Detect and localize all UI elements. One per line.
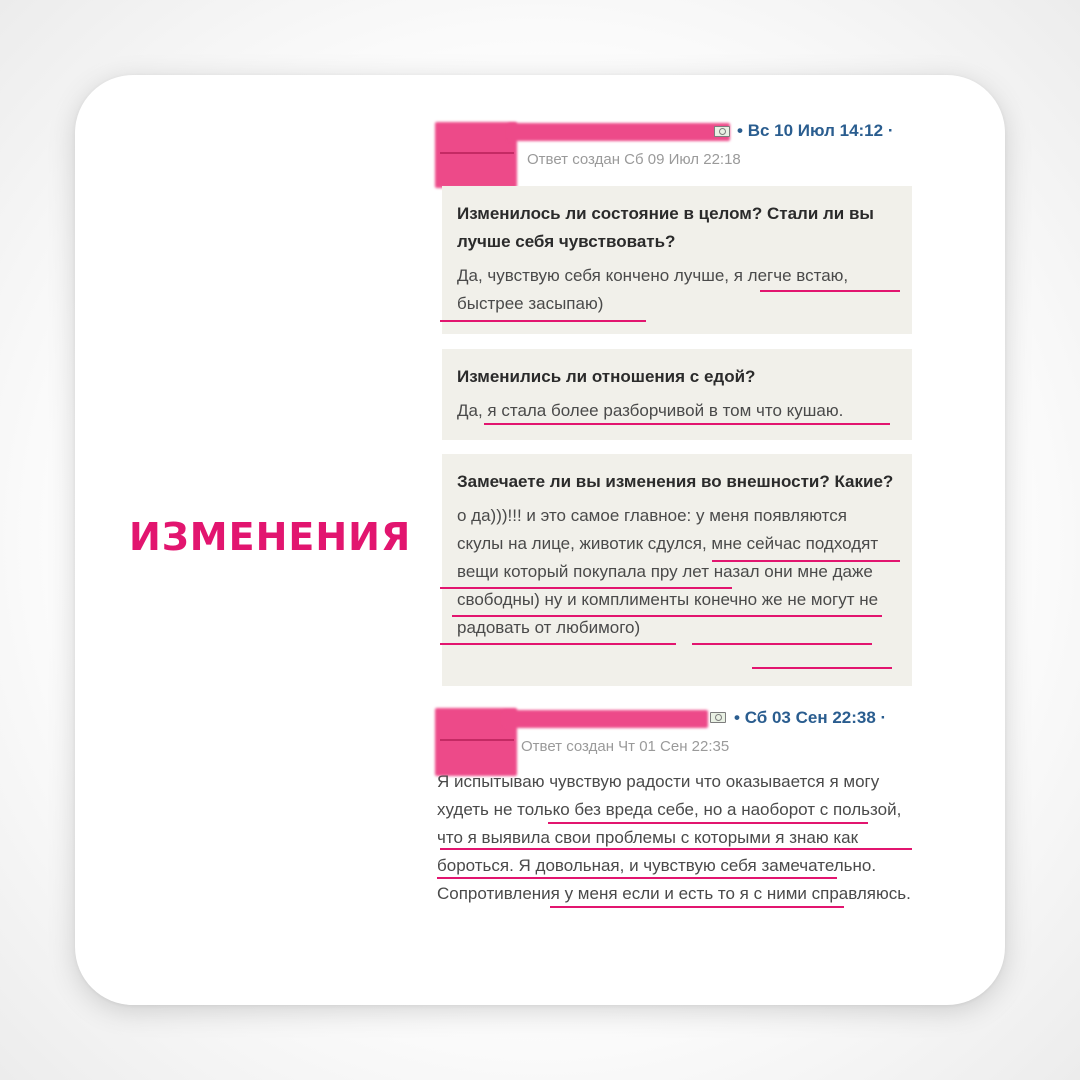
highlight-underline	[692, 643, 872, 645]
question-text: Изменились ли отношения с едой?	[457, 367, 756, 386]
redacted-username	[503, 710, 708, 728]
redacted-username	[508, 123, 730, 141]
headline: ИЗМЕНЕНИЯ	[129, 515, 412, 559]
highlight-underline	[440, 320, 646, 322]
review-date-text[interactable]: Сб 03 Сен 22:38	[744, 708, 876, 727]
highlight-underline	[550, 906, 844, 908]
answer-created: Ответ создан Чт 01 Сен 22:35	[521, 738, 730, 755]
separator-dot: ·	[880, 708, 887, 727]
highlight-underline	[440, 587, 732, 589]
money-icon	[710, 712, 726, 723]
review-body: Я испытываю чувствую радости что оказывается я могу худеть не только без вреда себе, но а наоборот с пользой, что я выявила свои проблемы с которыми я знаю как бороться. Я довольная, и чувствую себя замечательно. Сопротивления у меня если и есть то я с ними справляюсь.	[437, 772, 911, 903]
answer-created: Ответ создан Сб 09 Июл 22:18	[527, 151, 741, 168]
review-date[interactable]	[734, 708, 886, 728]
highlight-underline	[440, 848, 912, 850]
highlight-underline	[484, 423, 890, 425]
redacted-avatar	[435, 122, 517, 188]
separator-dot: •	[737, 121, 743, 140]
highlight-underline	[712, 560, 900, 562]
separator-dot: ·	[887, 121, 894, 140]
highlight-underline	[437, 877, 837, 879]
answer-text: Да, чувствую себя кончено лучше, я легче встаю, быстрее засыпаю)	[457, 266, 849, 313]
highlight-underline	[440, 643, 676, 645]
highlight-underline	[548, 822, 868, 824]
highlight-underline	[760, 290, 900, 292]
qa-block	[442, 454, 912, 686]
separator-dot: •	[734, 708, 740, 727]
question-text: Замечаете ли вы изменения во внешности? Какие?	[457, 472, 894, 491]
redaction-stroke	[440, 152, 514, 154]
answer-text: Да, я стала более разборчивой в том что кушаю.	[457, 401, 844, 420]
qa-block	[442, 186, 912, 334]
money-icon	[714, 126, 730, 137]
highlight-underline	[452, 615, 882, 617]
question-text: Изменилось ли состояние в целом? Стали ли вы лучше себя чувствовать?	[457, 204, 874, 251]
answer-text: о да)))!!! и это самое главное: у меня появляются скулы на лице, животик сдулся, мне сейчас подходят вещи который покупала пру лет назал они мне даже свободны) ну и комплименты конечно же не могут не радовать от любимого)	[457, 506, 879, 637]
redaction-stroke	[440, 739, 514, 741]
qa-block	[442, 349, 912, 440]
highlight-underline	[752, 667, 892, 669]
review-date[interactable]	[737, 121, 894, 141]
review-date-text[interactable]: Вс 10 Июл 14:12	[747, 121, 884, 140]
